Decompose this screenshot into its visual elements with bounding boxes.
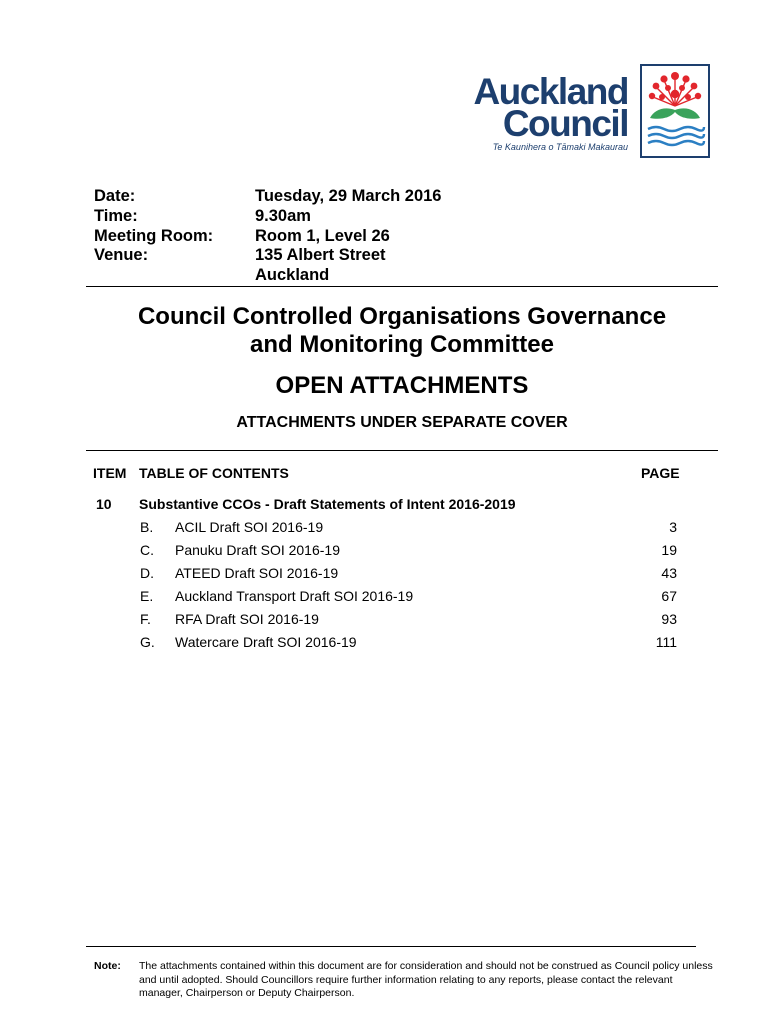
committee-title-line1: Council Controlled Organisations Governance [137,303,667,330]
committee-title-line2: and Monitoring Committee [250,331,554,358]
room-label: Meeting Room: [94,226,214,245]
toc-entry-title: Watercare Draft SOI 2016-19 [175,634,357,650]
toc-col-page: PAGE [641,465,680,481]
footer-divider [86,946,696,947]
note-label: Note: [94,960,121,972]
toc-col-title: TABLE OF CONTENTS [139,465,289,481]
pohutukawa-emblem-icon [640,64,710,158]
toc-group-item: 10 [96,496,112,512]
toc-entry-title: ATEED Draft SOI 2016-19 [175,565,339,581]
toc-group-title: Substantive CCOs - Draft Statements of Intent 2016-2019 [139,496,516,512]
room-value: Room 1, Level 26 [255,226,390,245]
toc-entry[interactable] [93,634,683,657]
toc-entry-title: Auckland Transport Draft SOI 2016-19 [175,588,414,604]
toc-entry[interactable] [93,542,683,565]
toc-entry-page: 67 [661,588,677,604]
meeting-venue-city-row [94,266,442,286]
committee-title [86,303,718,359]
time-value: 9.30am [255,206,311,225]
time-label: Time: [94,206,138,225]
toc-col-item: ITEM [93,465,127,481]
date-label: Date: [94,187,136,205]
toc-entry-letter: C. [140,542,154,558]
logo-line1: Auckland [473,71,628,112]
meeting-room-row [94,227,442,247]
venue-label: Venue: [94,246,149,265]
toc-entry-page: 93 [661,611,677,627]
meeting-time-row [94,207,442,227]
toc-entry-letter: D. [140,565,154,581]
page-subheading: ATTACHMENTS UNDER SEPARATE COVER [236,414,568,431]
date-value: Tuesday, 29 March 2016 [255,187,442,205]
logo-wordmark [473,71,628,144]
toc-entry-page: 19 [661,542,677,558]
note-text: The attachments contained within this document are for consideration and should not be construed as Council policy unless and until adopted. Should Councillors require further information relating to any reports, please contact the relevant manager, Chairperson or Deputy Chairperson. [139,960,713,999]
page-heading: OPEN ATTACHMENTS [275,372,529,399]
toc-entry-letter: E. [140,588,154,604]
venue-city-spacer [94,266,255,286]
toc-entry-letter: F. [140,611,151,627]
logo-tagline: Te Kaunihera o Tāmaki Makaurau [492,142,628,152]
auckland-council-logo [466,64,714,160]
toc-entry[interactable] [93,611,683,634]
toc-entry-title: RFA Draft SOI 2016-19 [175,611,319,627]
meeting-venue-row [94,246,442,266]
toc-entry[interactable] [93,565,683,588]
venue-city-value: Auckland [255,266,330,285]
toc-entry-title: Panuku Draft SOI 2016-19 [175,542,340,558]
meeting-details [94,187,442,286]
toc-entry-title: ACIL Draft SOI 2016-19 [175,519,324,535]
venue-value: 135 Albert Street [255,246,386,265]
toc-entry-page: 111 [655,634,677,650]
toc-entry-letter: B. [140,519,154,535]
meeting-date-row [94,187,442,207]
header-divider [86,286,718,287]
toc-group-row [93,496,683,519]
toc-entry-page: 43 [661,565,677,581]
toc-entry-page: 3 [669,519,677,535]
toc-entry-letter: G. [140,634,155,650]
table-of-contents [93,496,683,657]
toc-entry[interactable] [93,588,683,611]
toc-entry[interactable] [93,519,683,542]
toc-divider [86,450,718,451]
logo-line2: Council [502,103,628,144]
